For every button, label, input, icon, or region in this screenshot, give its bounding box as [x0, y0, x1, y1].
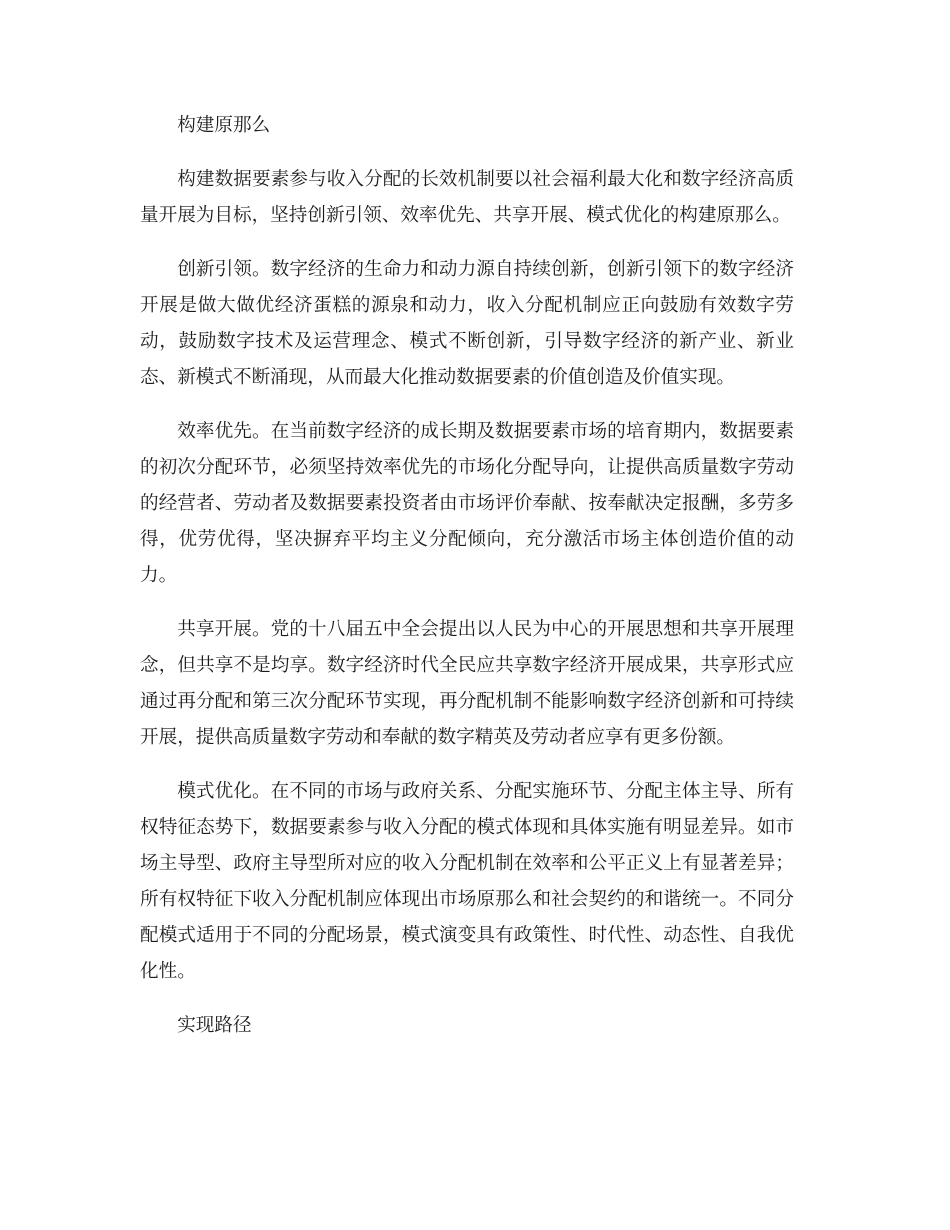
paragraph-efficiency: 效率优先。在当前数字经济的成长期及数据要素市场的培育期内，数据要素的初次分配环节，必须坚持效率优先的市场化分配导向，让提供高质量数字劳动的经营者、劳动者及数据要素投资者由市场评价奉献、按奉献决定报酬，多劳多得，优劳优得，坚决摒弃平均主义分配倾向，充分激活市场主体创造价值的动力。	[140, 421, 794, 586]
section-heading-path: 实现路径	[177, 1015, 252, 1036]
section-heading-principles: 构建原那么	[177, 115, 271, 136]
paragraph-innovation: 创新引领。数字经济的生命力和动力源自持续创新，创新引领下的数字经济开展是做大做优经济蛋糕的源泉和动力，收入分配机制应正向鼓励有效数字劳动，鼓励数字技术及运营理念、模式不断创新，引导数字经济的新产业、新业态、新模式不断涌现，从而最大化推动数据要素的价值创造及价值实现。	[140, 259, 794, 388]
paragraph-model: 模式优化。在不同的市场与政府关系、分配实施环节、分配主体主导、所有权特征态势下，数据要素参与收入分配的模式体现和具体实施有明显差异。如市场主导型、政府主导型所对应的收入分配机制在效率和公平正义上有显著差异；所有权特征下收入分配机制应体现出市场原那么和社会契约的和谐统一。不同分配模式适用于不同的分配场景，模式演变具有政策性、时代性、动态性、自我优化性。	[140, 781, 794, 982]
paragraph-intro: 构建数据要素参与收入分配的长效机制要以社会福利最大化和数字经济高质量开展为目标，坚持创新引领、效率优先、共享开展、模式优化的构建原那么。	[140, 169, 794, 226]
document-body	[140, 108, 794, 1044]
paragraph-sharing: 共享开展。党的十八届五中全会提出以人民为中心的开展思想和共享开展理念，但共享不是均享。数字经济时代全民应共享数字经济开展成果，共享形式应通过再分配和第三次分配环节实现，再分配机制不能影响数字经济创新和可持续开展，提供高质量数字劳动和奉献的数字精英及劳动者应享有更多份额。	[140, 619, 794, 748]
